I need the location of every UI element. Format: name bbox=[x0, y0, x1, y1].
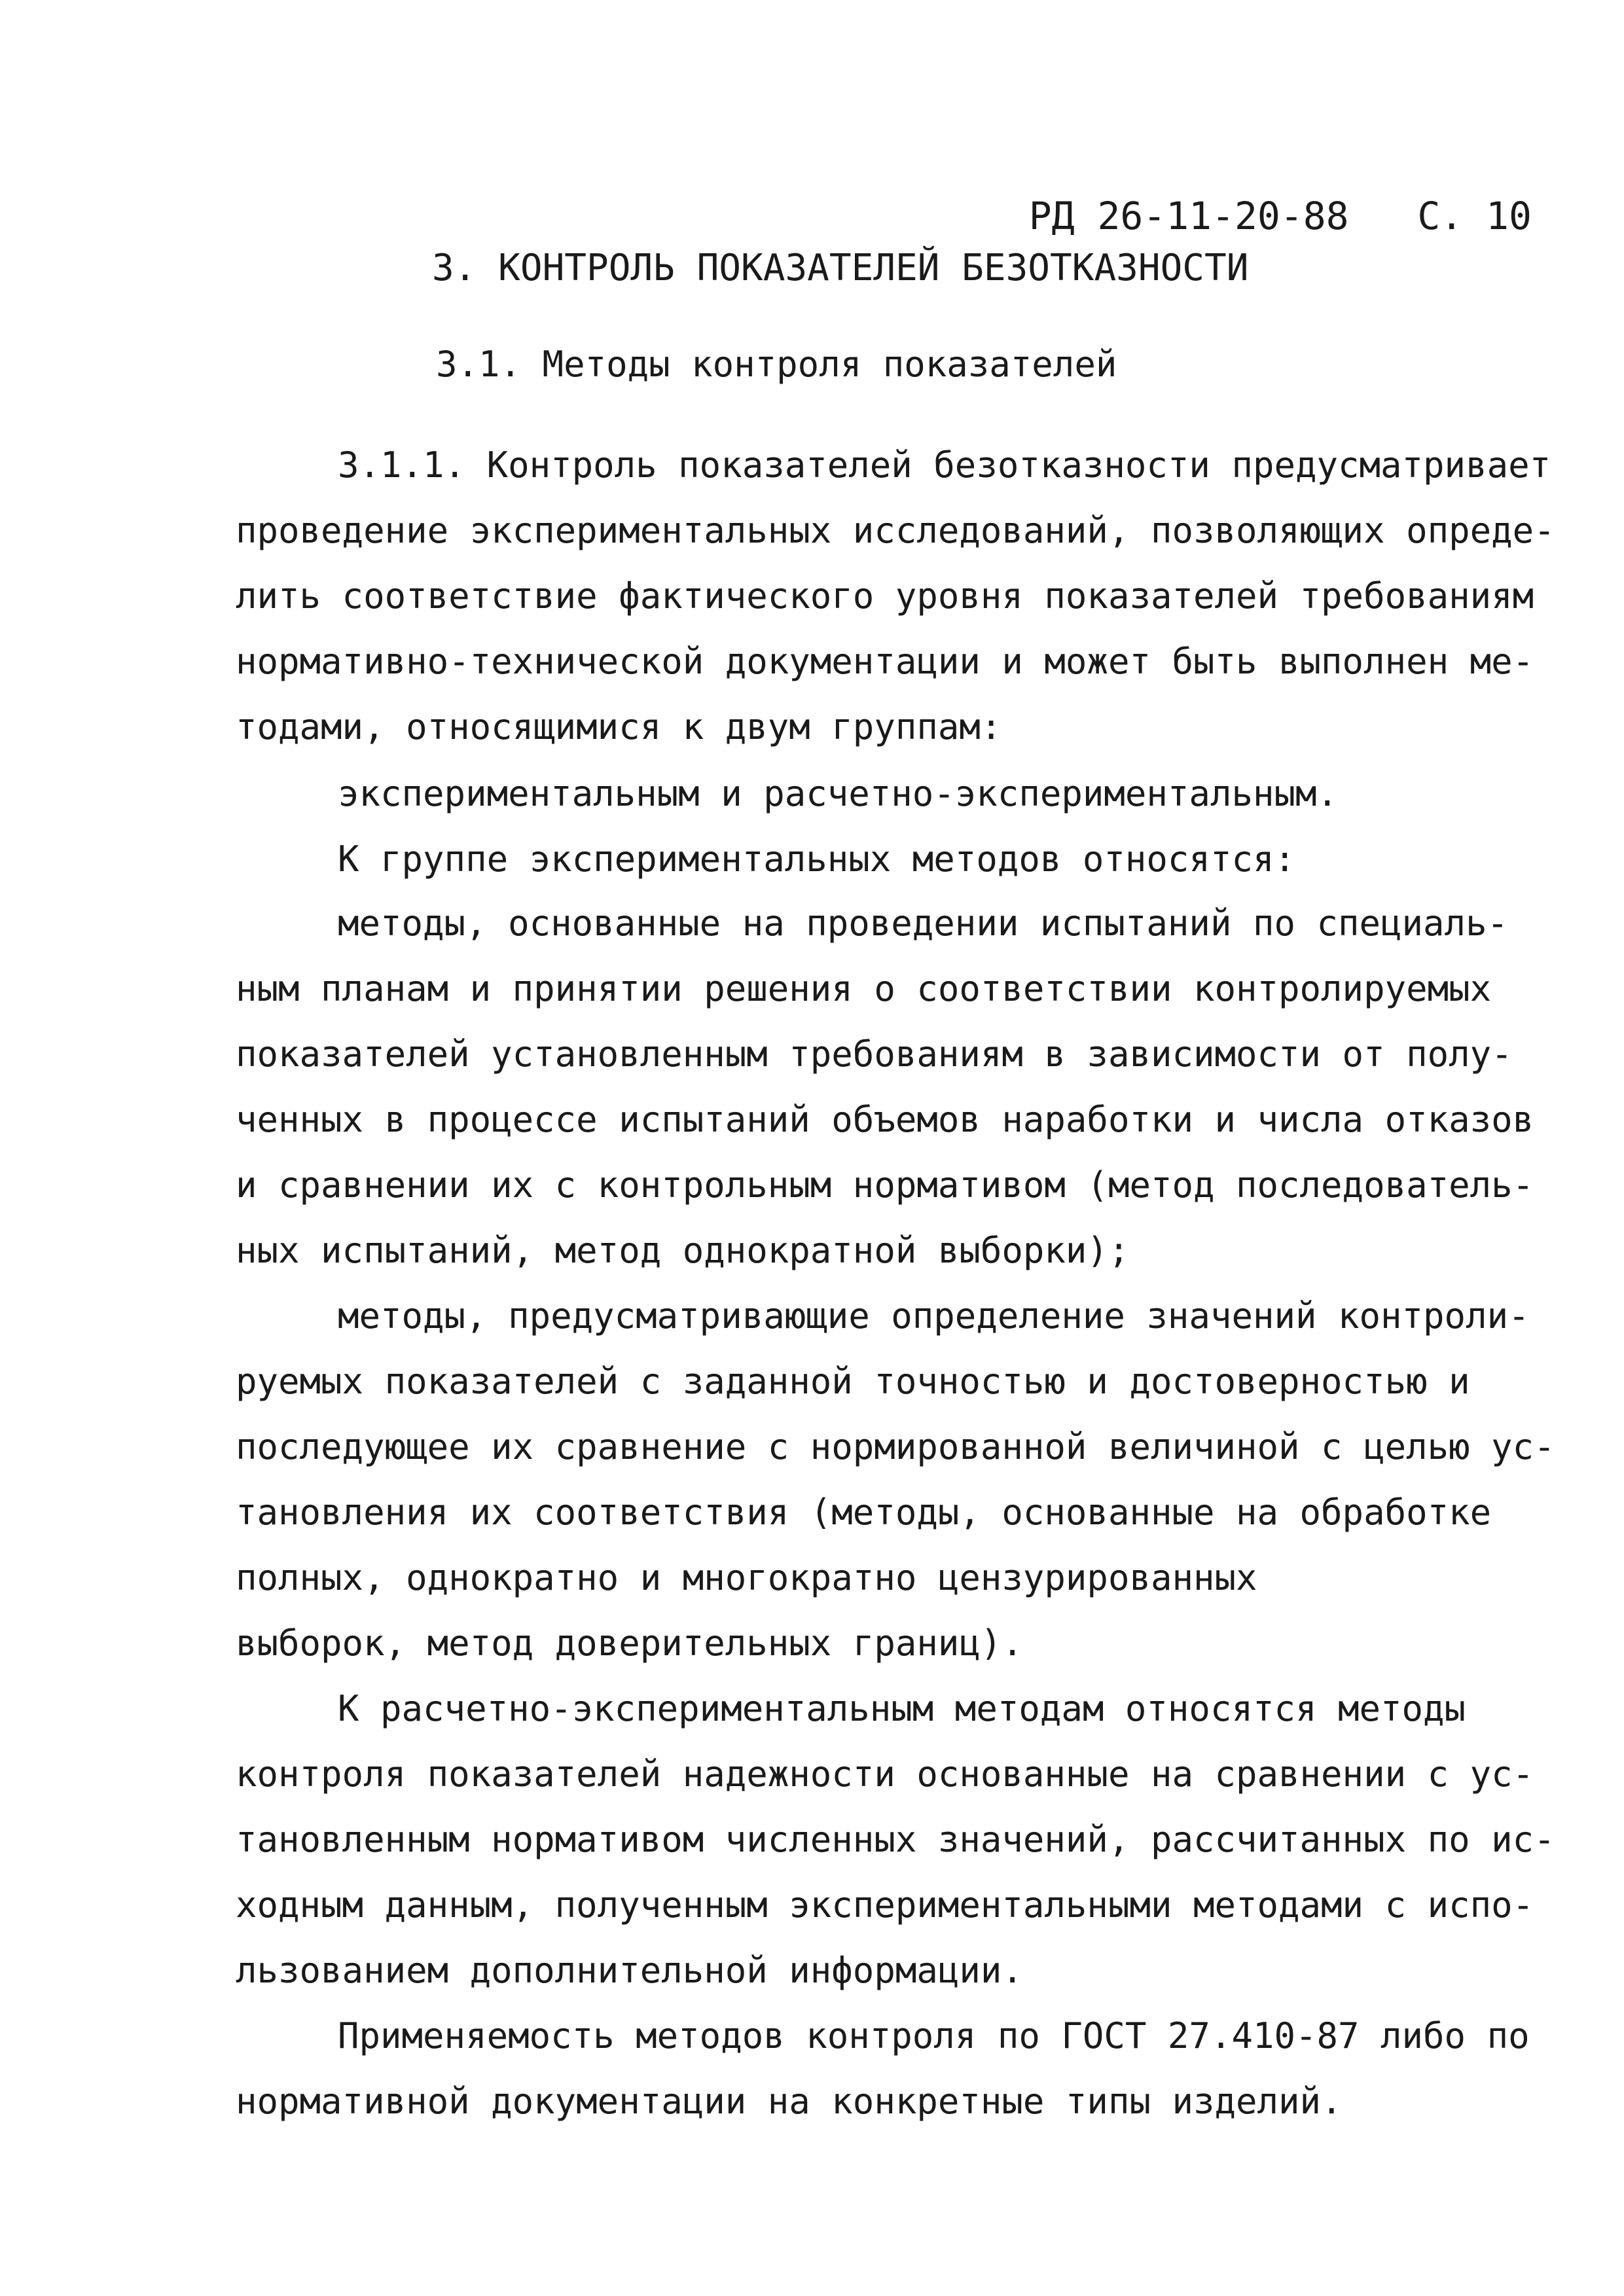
paragraph-line: ных испытаний, метод однократной выборки); bbox=[236, 1230, 1130, 1271]
paragraph-line: ходным данным, полученным экспериментальными методами с испо- bbox=[236, 1884, 1534, 1926]
document-code: РД 26-11-20-88 bbox=[1028, 194, 1349, 238]
paragraph-line: льзованием дополнительной информации. bbox=[236, 1950, 1023, 1991]
paragraph-line: нормативной документации на конкретные типы изделий. bbox=[236, 2081, 1343, 2122]
paragraph-line: методы, основанные на проведении испытаний по специаль- bbox=[338, 903, 1509, 944]
paragraph-line: К расчетно-экспериментальным методам относятся методы bbox=[338, 1688, 1466, 1729]
paragraph-line: показателей установленным требованиям в зависимости от полу- bbox=[236, 1033, 1513, 1075]
paragraph-line: ным планам и принятии решения о соответствии контролируемых bbox=[236, 968, 1492, 1009]
paragraph-line: контроля показателей надежности основанные на сравнении с ус- bbox=[236, 1753, 1534, 1795]
paragraph-line: проведение экспериментальных исследований, позволяющих опреде- bbox=[236, 510, 1555, 551]
paragraph-line: тановленным нормативом численных значений, рассчитанных по ис- bbox=[236, 1819, 1555, 1860]
paragraph-line: экспериментальным и расчетно-экспериментальным. bbox=[338, 773, 1339, 814]
paragraph-line: полных, однократно и многократно цензурированных bbox=[236, 1557, 1257, 1598]
paragraph-line: и сравнении их с контрольным нормативом (метод последователь- bbox=[236, 1164, 1534, 1206]
section-title: 3. КОНТРОЛЬ ПОКАЗАТЕЛЕЙ БЕЗОТКАЗНОСТИ bbox=[432, 247, 1249, 289]
paragraph-line: 3.1.1. Контроль показателей безотказности предусматривает bbox=[338, 444, 1551, 486]
paragraph-line: выборок, метод доверительных границ). bbox=[236, 1623, 1023, 1664]
paragraph-line: Применяемость методов контроля по ГОСТ 27.410-87 либо по bbox=[338, 2015, 1530, 2056]
paragraph-line: тодами, относящимися к двум группам: bbox=[236, 706, 1002, 747]
paragraph-line: нормативно-технической документации и может быть выполнен ме- bbox=[236, 641, 1534, 682]
paragraph-line: лить соответствие фактического уровня показателей требованиям bbox=[236, 575, 1534, 617]
page-number: С. 10 bbox=[1417, 194, 1532, 238]
paragraph-line: руемых показателей с заданной точностью и достоверностью и bbox=[236, 1361, 1470, 1402]
paragraph-line: ченных в процессе испытаний объемов наработки и числа отказов bbox=[236, 1099, 1534, 1140]
paragraph-line: К группе экспериментальных методов относятся: bbox=[338, 838, 1295, 880]
paragraph-line: тановления их соответствия (методы, основанные на обработке bbox=[236, 1492, 1492, 1533]
subsection-title: 3.1. Методы контроля показателей bbox=[436, 344, 1117, 385]
paragraph-line: методы, предусматривающие определение значений контроли- bbox=[338, 1295, 1530, 1336]
paragraph-line: последующее их сравнение с нормированной величиной с целью ус- bbox=[236, 1426, 1555, 1467]
